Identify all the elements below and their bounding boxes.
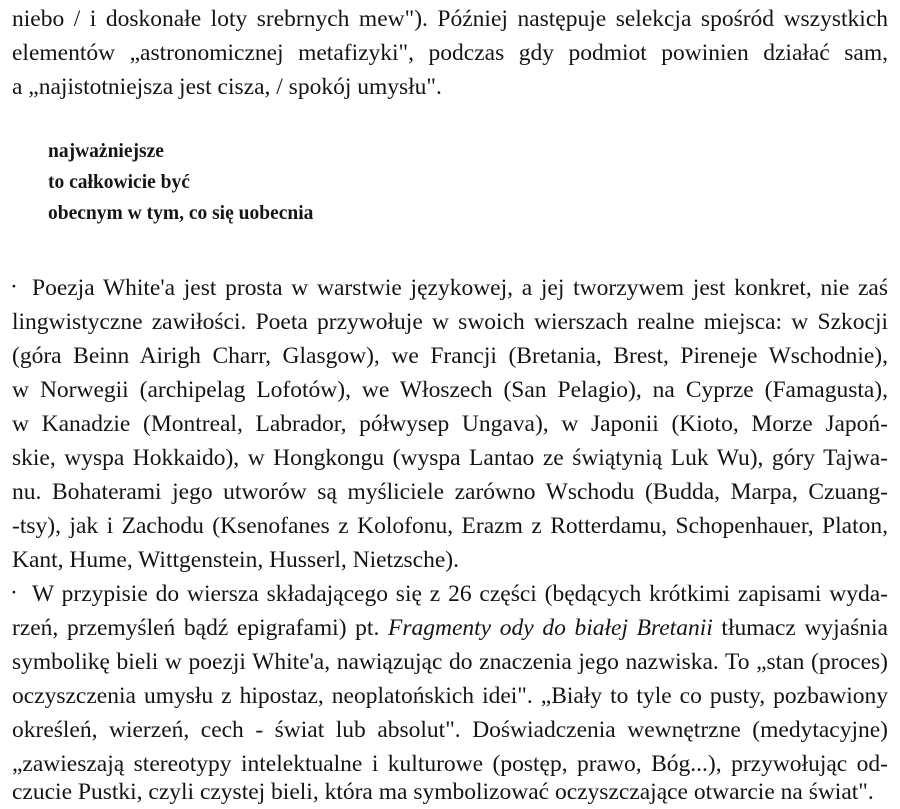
text-line: elementów „astronomicznej metafizyki", podczas gdy podmiot powinien działać sam, — [12, 40, 888, 66]
text-line: (góra Beinn Airigh Charr, Glasgow), we Francji (Bretania, Brest, Pireneje Wschodnie), — [12, 343, 888, 369]
bullet: · — [10, 274, 18, 300]
text-line: w Norwegii (archipelag Lofotów), we Włoszech (San Pelagio), na Cyprze (Famagusta), — [12, 377, 888, 403]
text-span: rzeń, przemyśleń bądź epigrafami) pt. — [12, 615, 388, 641]
text-line: w Kanadzie (Montreal, Labrador, półwysep Ungava), w Japonii (Kioto, Morze Japoń- — [12, 411, 888, 437]
text-line: określeń, wierzeń, cech - świat lub absolut". Doświadczenia wewnętrzne (medytacyjne) — [12, 717, 888, 743]
work-title: Fragmenty ody do białej Bretanii — [387, 615, 713, 641]
text-line-content: W przypisie do wiersza składającego się z 26 części (będących krótkimi zapisami wyda- — [32, 581, 888, 607]
text-line: oczyszczenia umysłu z hipostaz, neoplatońskich idei". „Biały to tyle co pusty, pozbawiony — [12, 683, 888, 709]
text-line: a „najistotniejsza jest cisza, / spokój umysłu". — [12, 74, 442, 100]
verse-line: obecnym w tym, co się uobecnia — [48, 203, 314, 224]
text-line: Kant, Hume, Wittgenstein, Husserl, Nietzsche). — [12, 547, 459, 573]
text-line: lingwistyczne zawiłości. Poeta przywołuje w swoich wierszach realne miejsca: w Szkocji — [12, 309, 888, 335]
text-line: -tsy), jak i Zachodu (Ksenofanes z Kolofonu, Erazm z Rotterdamu, Schopenhauer, Platon, — [12, 513, 888, 539]
text-line: nu. Bohaterami jego utworów są myśliciele zarówno Wschodu (Budda, Marpa, Czuang- — [12, 479, 888, 505]
text-line — [10, 578, 888, 610]
verse-line: najważniejsze — [48, 141, 164, 162]
text-line: skie, wyspa Hokkaido), w Hongkongu (wyspa Lantao ze świątynią Luk Wu), góry Tajwa- — [12, 445, 888, 471]
verse-line: to całkowicie być — [48, 172, 190, 193]
text-line — [10, 272, 888, 304]
text-line: niebo / i doskonałe loty srebrnych mew"). Później następuje selekcja spośród wszystkich — [12, 6, 888, 32]
text-line — [12, 612, 888, 644]
text-line: czucie Pustki, czyli czystej bieli, która ma symbolizować oczyszczające otwarcie na świat". — [12, 779, 874, 805]
text-span: tłumacz wyjaśnia — [712, 615, 888, 641]
text-line: „zawieszają stereotypy intelektualne i kulturowe (postęp, prawo, Bóg...), przywołując od- — [12, 751, 888, 777]
text-line: symbolikę bieli w poezji White'a, nawiązując do znaczenia jego nazwiska. To „stan (proces) — [12, 649, 888, 675]
bullet: · — [10, 580, 18, 606]
text-line-content: Poezja White'a jest prosta w warstwie językowej, a jej tworzywem jest konkret, nie zaś — [32, 275, 888, 301]
